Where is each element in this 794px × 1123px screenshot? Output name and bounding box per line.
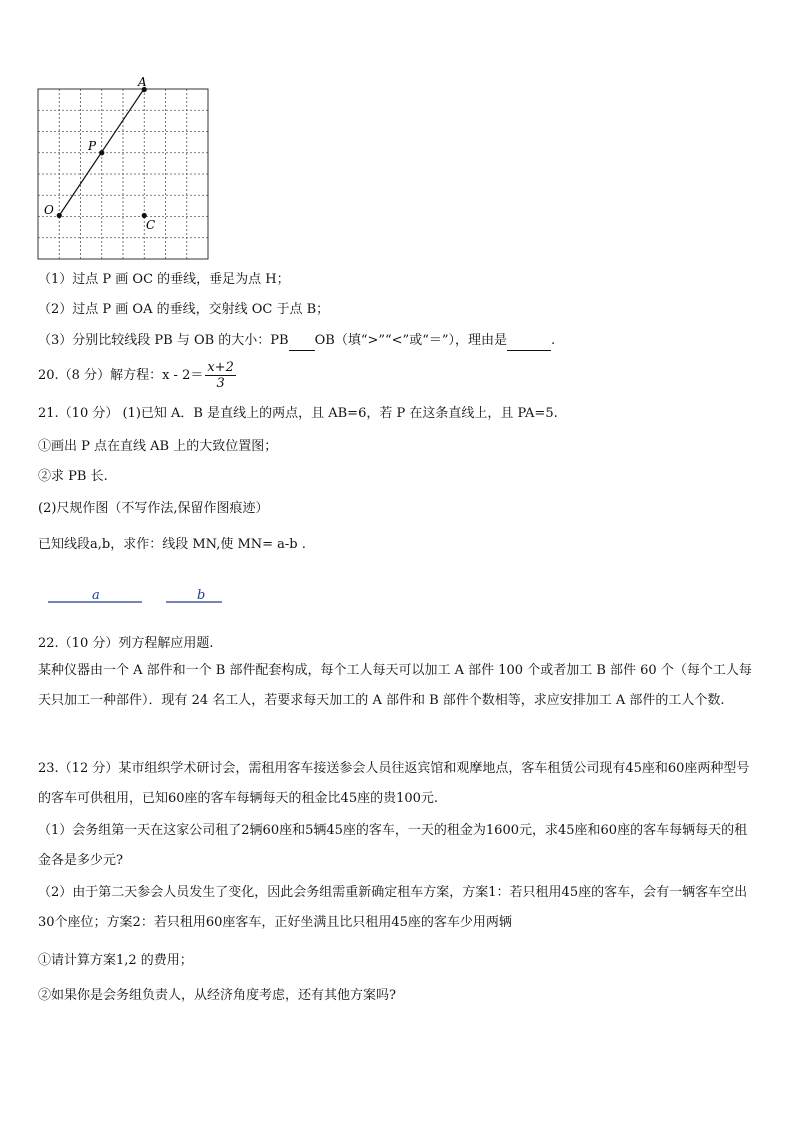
segments-figure [40, 582, 280, 612]
q21-line4: (2)尺规作图（不写作法,保留作图痕迹） [38, 501, 269, 516]
q23-part2: （2）由于第二天参会人员发生了变化，因此会务组需重新确定租车方案，方案1：若只租用45座的客车，会有一辆客车空出30个座位；方案2：若只租用60座客车，正好坐满且比只租用45座的客车少用两辆 [38, 885, 748, 930]
q23-part1: （1）会务组第一天在这家公司租了2辆60座和5辆45座的客车，一天的租金为1600元，求45座和60座的客车每辆每天的租金各是多少元? [38, 823, 748, 868]
label-a: A [138, 75, 147, 89]
q20-numerator: x+2 [207, 360, 234, 375]
q19-part3 [38, 332, 555, 351]
label-p: P [88, 139, 97, 153]
q23-intro: 23.（12 分）某市组织学术研讨会，需租用客车接送参会人员往返宾馆和观摩地点，客车租赁公司现有45座和60座两种型号的客车可供租用，已知60座的客车每辆每天的租金比45座的贵100元. [38, 761, 750, 806]
q23-sub2: ②如果你是会务组负责人，从经济角度考虑，还有其他方案吗? [38, 988, 396, 1003]
q21-line3: ②求 PB 长. [38, 469, 108, 484]
q21-line2: ①画出 P 点在直线 AB 上的大致位置图； [38, 439, 278, 454]
q19-part1: （1）过点 P 画 OC 的垂线，垂足为点 H； [38, 272, 290, 287]
q22-body: 某种仪器由一个 A 部件和一个 B 部件配套构成，每个工人每天可以加工 A 部件 100 个或者加工 B 部件 60 个（每个工人每天只加工一种部件）．现有 24 名工人，若要求每天加工的 A 部件和 B 部件个数相等，求应安排加工 A 部件的工人个数. [38, 663, 752, 708]
q22-title: 22.（10 分）列方程解应用题. [38, 636, 214, 651]
q23-sub1: ①请计算方案1,2 的费用； [38, 953, 193, 968]
q20 [38, 359, 236, 393]
q20-fraction [205, 360, 236, 391]
answer-blank-2[interactable] [507, 332, 551, 351]
segment-a-label: a [92, 588, 100, 603]
q20-denominator: 3 [216, 376, 225, 391]
q21-line1: 21.（10 分） (1)已知 A．B 是直线上的两点，且 AB=6，若 P 在这条直线上，且 PA=5. [38, 406, 558, 421]
segment-b-label: b [197, 588, 206, 603]
q19-part2: （2）过点 P 画 OA 的垂线，交射线 OC 于点 B； [38, 302, 330, 317]
q20-prefix: 20.（8 分）解方程：x - 2＝ [38, 368, 204, 383]
q19-part3-a: （3）分别比较线段 PB 与 OB 的大小：PB [38, 333, 289, 348]
label-o: O [44, 203, 54, 217]
point-o-dot [57, 213, 62, 218]
point-p-dot [99, 150, 104, 155]
q21-line5: 已知线段a,b，求作：线段 MN,使 MN= a-b . [38, 537, 306, 552]
q19-part3-b: OB（填“>”“<”或“＝”），理由是 [314, 333, 507, 348]
grid-figure [20, 72, 220, 272]
answer-blank-1[interactable] [289, 332, 315, 351]
label-c: C [146, 218, 156, 232]
q19-part3-end: . [551, 333, 556, 348]
